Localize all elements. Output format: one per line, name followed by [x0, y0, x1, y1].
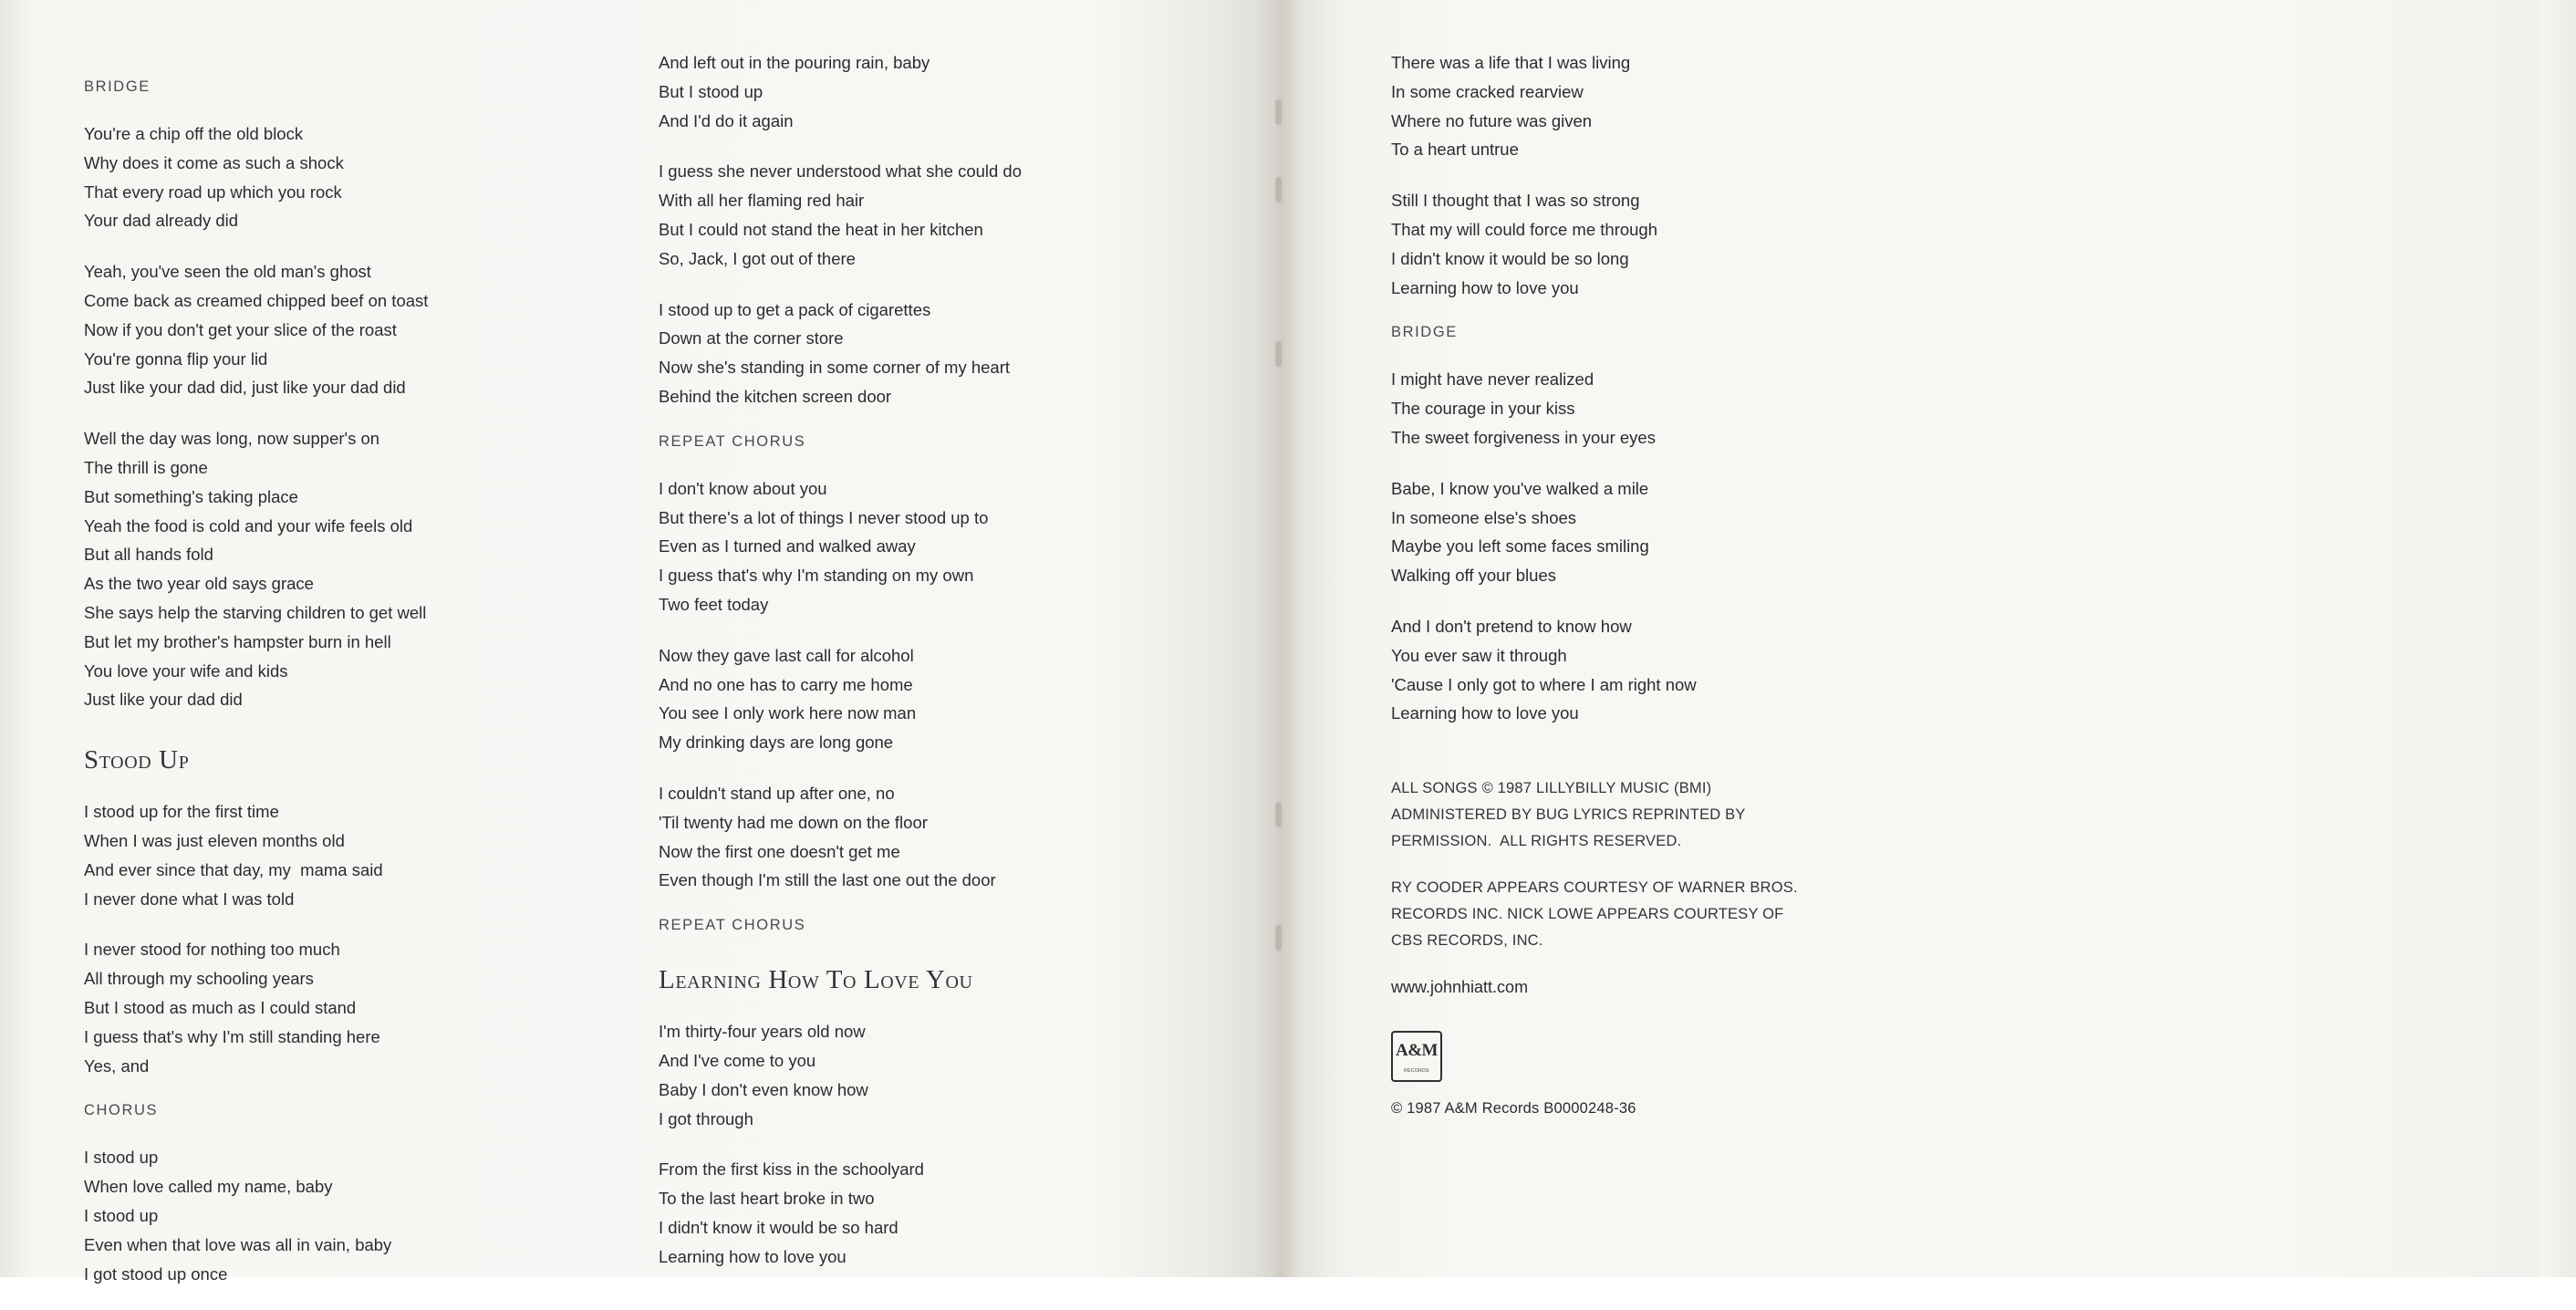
lyrics-line: I didn't know it would be so long: [1391, 248, 1629, 268]
lyrics-line: All through my schooling years: [84, 969, 314, 989]
am-logo-subtext: RECORDS: [1404, 1068, 1429, 1075]
am-logo-mark: [1391, 1031, 1442, 1082]
column-3-content: [1391, 48, 1938, 1118]
lyrics-line: And I've come to you: [659, 1050, 816, 1070]
lyrics-line: And I don't pretend to know how: [1391, 616, 1632, 636]
lyrics-line: Down at the corner store: [659, 328, 844, 348]
lyrics-line: I didn't know it would be so hard: [659, 1217, 898, 1237]
credit-line: ADMINISTERED BY BUG LYRICS REPRINTED BY: [1391, 806, 1746, 824]
lyrics-stanza: [659, 1155, 1169, 1271]
lyrics-line: Now she's standing in some corner of my heart: [659, 358, 1011, 378]
lyrics-stanza: [659, 157, 1169, 273]
copyright-line: © 1987 A&M Records B0000248-36: [1391, 1100, 1636, 1118]
lyrics-line: As the two year old says grace: [84, 574, 314, 594]
lyrics-line: And ever since that day, my mama said: [84, 859, 383, 879]
lyrics-stanza: [1391, 186, 1938, 302]
lyrics-line: But there's a lot of things I never stood up to: [659, 507, 989, 527]
lyrics-line: From the first kiss in the schoolyard: [659, 1159, 924, 1180]
lyrics-stanza: [84, 424, 595, 714]
lyrics-line: Behind the kitchen screen door: [659, 386, 892, 406]
lyrics-line: I stood up to get a pack of cigarettes: [659, 299, 931, 319]
lyrics-line: In some cracked rearview: [1391, 81, 1584, 101]
lyrics-stanza: [1391, 474, 1938, 590]
lyrics-line: To a heart untrue: [1391, 140, 1519, 160]
song-title: Stood Up: [84, 745, 190, 775]
lyrics-line: I guess that's why I'm standing on my own: [659, 566, 974, 586]
lyrics-line: But all hands fold: [84, 545, 213, 565]
lyrics-line: But I could not stand the heat in her kitchen: [659, 219, 983, 239]
lyrics-stanza: [1391, 365, 1938, 452]
credit-line: ALL SONGS © 1987 LILLYBILLY MUSIC (BMI): [1391, 780, 1712, 797]
lyrics-line: But I stood up: [659, 81, 763, 101]
lyrics-section-label: BRIDGE: [84, 78, 151, 95]
lyrics-stanza: [84, 1143, 595, 1288]
lyrics-line: The courage in your kiss: [1391, 399, 1575, 419]
lyrics-line: She says help the starving children to get well: [84, 602, 427, 622]
lyrics-line: When love called my name, baby: [84, 1177, 333, 1197]
lyrics-stanza: [1391, 48, 1938, 164]
lyrics-line: Just like your dad did, just like your dad did: [84, 378, 406, 398]
lyrics-line: Babe, I know you've walked a mile: [1391, 478, 1649, 498]
lyrics-line: You're gonna flip your lid: [84, 348, 268, 369]
lyrics-line: So, Jack, I got out of there: [659, 248, 856, 268]
lyrics-line: Well the day was long, now supper's on: [84, 429, 380, 449]
lyrics-stanza: [84, 257, 595, 402]
lyrics-line: Now they gave last call for alcohol: [659, 645, 914, 665]
lyrics-line: Now if you don't get your slice of the roast: [84, 319, 397, 339]
lyrics-stanza: [659, 1017, 1169, 1133]
lyrics-stanza: [659, 474, 1169, 619]
lyrics-line: Learning how to love you: [1391, 703, 1579, 723]
lyrics-line: Now the first one doesn't get me: [659, 841, 900, 861]
lyrics-line: You're a chip off the old block: [84, 124, 304, 143]
lyrics-line: Yeah, you've seen the old man's ghost: [84, 262, 371, 282]
am-records-logo: [1391, 1031, 1938, 1082]
lyrics-line: Learning how to love you: [659, 1246, 847, 1266]
credit-line: PERMISSION. ALL RIGHTS RESERVED.: [1391, 833, 1682, 850]
lyrics-line: And I'd do it again: [659, 110, 794, 130]
lyrics-line: I guess that's why I'm still standing here: [84, 1026, 380, 1046]
lyrics-line: I guess she never understood what she could do: [659, 161, 1023, 182]
lyrics-line: 'Til twenty had me down on the floor: [659, 812, 928, 832]
lyrics-line: Come back as creamed chipped beef on toast: [84, 290, 429, 310]
lyrics-line: 'Cause I only got to where I am right now: [1391, 674, 1697, 694]
lyrics-line: Baby I don't even know how: [659, 1079, 868, 1099]
lyrics-line: I might have never realized: [1391, 369, 1594, 390]
lyrics-column-2: [659, 0, 1169, 1277]
lyrics-line: Yes, and: [84, 1055, 150, 1076]
lyrics-stanza: [659, 779, 1169, 895]
lyrics-line: You love your wife and kids: [84, 660, 288, 681]
column-1-content: [84, 78, 595, 1310]
lyrics-line: Maybe you left some faces smiling: [1391, 536, 1649, 556]
lyrics-stanza: [659, 48, 1169, 135]
lyrics-line: I stood up: [84, 1205, 159, 1225]
lyrics-line: But let my brother's hampster burn in hell: [84, 631, 391, 651]
lyrics-stanza: [659, 296, 1169, 411]
lyrics-line: Why does it come as such a shock: [84, 152, 344, 172]
lyrics-line: The thrill is gone: [84, 457, 208, 477]
lyrics-line: With all her flaming red hair: [659, 191, 865, 211]
lyrics-line: I'm thirty-four years old now: [659, 1022, 866, 1042]
lyrics-column-3: [1391, 0, 1938, 1277]
lyrics-line: I don't know about you: [659, 478, 827, 498]
lyrics-line: Two feet today: [659, 594, 769, 614]
lyrics-line: I never done what I was told: [84, 889, 295, 909]
lyrics-line: And left out in the pouring rain, baby: [659, 53, 930, 72]
lyrics-line: I stood up for the first time: [84, 802, 279, 822]
lyrics-stanza: [84, 120, 595, 235]
lyrics-line: And no one has to carry me home: [659, 674, 913, 694]
lyrics-line: You ever saw it through: [1391, 645, 1567, 665]
lyrics-section-label: REPEAT CHORUS: [659, 432, 806, 450]
lyrics-stanza: [84, 935, 595, 1080]
column-2-content: [659, 48, 1169, 1294]
lyrics-line: But I stood as much as I could stand: [84, 997, 357, 1017]
lyrics-line: Still I thought that I was so strong: [1391, 191, 1640, 211]
lyrics-line: Even as I turned and walked away: [659, 536, 916, 556]
lyrics-line: Even when that love was all in vain, baby: [84, 1234, 392, 1254]
lyrics-line: I got through: [659, 1108, 753, 1128]
lyrics-line: My drinking days are long gone: [659, 733, 894, 753]
lyrics-line: Learning how to love you: [1391, 277, 1579, 297]
lyrics-line: That my will could force me through: [1391, 219, 1658, 239]
credit-line: RY COODER APPEARS COURTESY OF WARNER BROS.: [1391, 879, 1798, 897]
lyrics-line: But something's taking place: [84, 486, 298, 506]
lyrics-line: Your dad already did: [84, 211, 239, 231]
lyrics-section-label: REPEAT CHORUS: [659, 917, 806, 934]
lyrics-line: The sweet forgiveness in your eyes: [1391, 427, 1656, 447]
website-link[interactable]: www.johnhiatt.com: [1391, 978, 1529, 997]
lyrics-section-label: CHORUS: [84, 1102, 159, 1119]
credit-block: [1391, 875, 1938, 954]
lyrics-line: To the last heart broke in two: [659, 1189, 875, 1209]
lyrics-line: Just like your dad did: [84, 690, 243, 710]
lyrics-line: There was a life that I was living: [1391, 53, 1631, 72]
credit-block: [1391, 775, 1938, 855]
lyrics-line: I never stood for nothing too much: [84, 940, 340, 960]
lyrics-line: Walking off your blues: [1391, 566, 1556, 586]
lyrics-stanza: [659, 641, 1169, 757]
lyrics-line: Even though I'm still the last one out the door: [659, 870, 996, 890]
credits-section: [1391, 775, 1938, 1118]
lyrics-line: When I was just eleven months old: [84, 830, 345, 850]
lyrics-stanza: [84, 797, 595, 913]
lyrics-line: You see I only work here now man: [659, 703, 917, 723]
lyrics-line: I got stood up once: [84, 1263, 228, 1284]
credit-line: RECORDS INC. NICK LOWE APPEARS COURTESY OF: [1391, 906, 1784, 923]
lyrics-line: I stood up: [84, 1148, 159, 1168]
lyrics-line: In someone else's shoes: [1391, 507, 1577, 527]
lyrics-line: That every road up which you rock: [84, 182, 342, 202]
lyrics-column-1: [84, 0, 595, 1284]
lyrics-section-label: BRIDGE: [1391, 324, 1458, 341]
am-logo-text: A&M: [1396, 1041, 1438, 1061]
lyrics-stanza: [1391, 612, 1938, 728]
lyrics-line: I couldn't stand up after one, no: [659, 783, 895, 803]
lyrics-line: Where no future was given: [1391, 110, 1593, 130]
song-title: Learning How To Love You: [659, 965, 973, 995]
credit-line: CBS RECORDS, INC.: [1391, 932, 1543, 950]
lyrics-line: Yeah the food is cold and your wife feels old: [84, 515, 413, 535]
